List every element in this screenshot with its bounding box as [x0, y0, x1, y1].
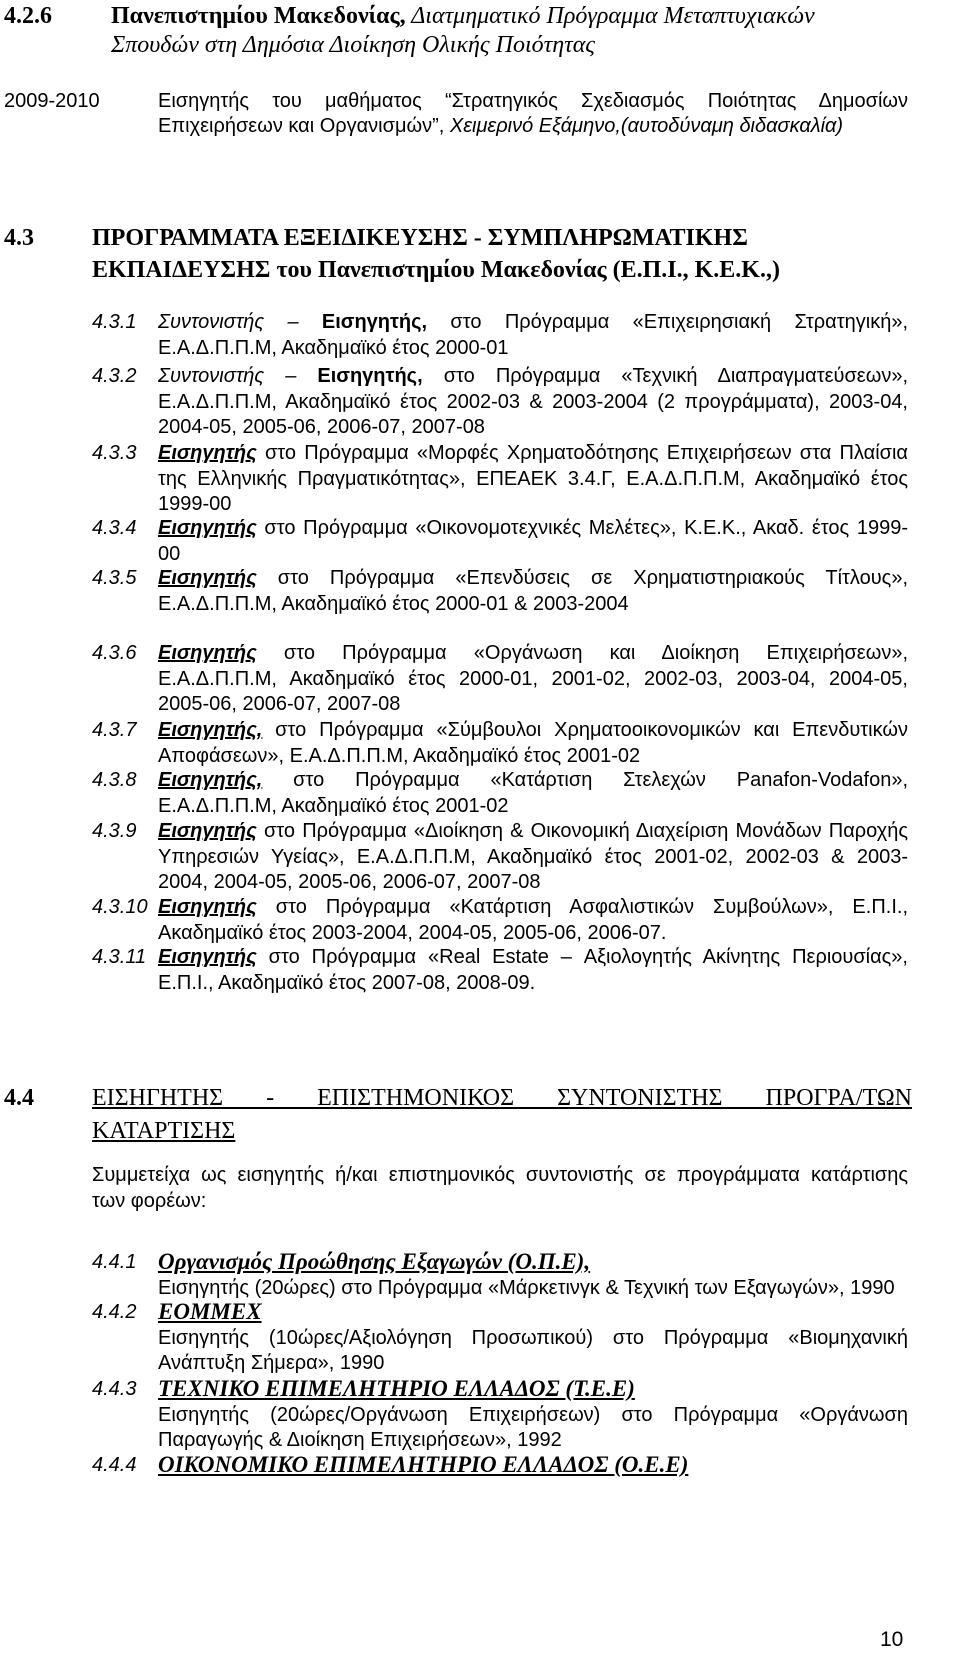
list-item-line [158, 870, 541, 894]
list-item-line [158, 718, 908, 742]
list-item-number: 4.4.2 [92, 1301, 137, 1323]
list-item-text: Ακαδημαϊκό έτος 2003-2004, 2004-05, 2005-06, 2006-07. [158, 921, 667, 944]
list-item-line [158, 516, 908, 540]
course-line-2: Επιχειρήσεων και Οργανισμών”, Χειμερινό Εξάμηνο,(αυτοδύναμη διδασκαλία) [158, 115, 844, 137]
list-item-text: Ε.Α.Δ.Π.Π.Μ, Ακαδημαϊκό έτος 2000-01 & 2003-2004 [158, 592, 629, 615]
list-item-text: στο Πρόγραμμα «Επενδύσεις σε Χρηματιστηριακούς Τίτλους», [256, 567, 908, 589]
organisation-name: ΤΕΧΝΙΚΟ ΕΠΙΜΕΛΗΤΗΡΙΟ ΕΛΛΑΔΟΣ (Τ.Ε.Ε) [158, 1376, 635, 1401]
list-item-text: Ε.Α.Δ.Π.Π.Μ, Ακαδημαϊκό έτος 2001-02 [158, 794, 509, 817]
section-4-3-title [92, 224, 912, 285]
list-item-line [158, 845, 908, 869]
list-item-line [158, 692, 400, 716]
section-4-2-6-title [111, 2, 911, 60]
list-item-text: Εισηγητής (20ώρες/Οργάνωση Επιχειρήσεων) στο Πρόγραμμα «Οργάνωση [158, 1403, 908, 1426]
list-item-text: Ε.Α.Δ.Π.Π.Μ, Ακαδημαϊκό έτος 2000-01 [158, 336, 509, 359]
list-item-number: 4.3.6 [92, 642, 137, 664]
list-item-text: Ε.Π.Ι., Ακαδημαϊκό έτος 2007-08, 2008-09. [158, 971, 536, 994]
list-item-text: Παραγωγής & Διοίκηση Επιχειρήσεων», 1992 [158, 1429, 562, 1451]
list-item-text: στο Πρόγραμμα «Σύμβουλοι Χρηματοοικονομικών και Επενδυτικών [262, 719, 908, 741]
list-item-text: στο Πρόγραμμα «Διοίκηση & Οικονομική Διαχείριση Μονάδων Παροχής [256, 820, 908, 842]
list-item-line [158, 467, 908, 491]
section-4-4-title [92, 1084, 912, 1146]
list-item-text: Ε.Α.Δ.Π.Π.Μ, Ακαδημαϊκό έτος 2002-03 & 2003-2004 (2 προγράμματα), 2003-04, [158, 390, 908, 413]
organisation-name: Οργανισμός Προώθησης Εξαγωγών (Ο.Π.Ε), [158, 1249, 591, 1274]
list-item-text: Ε.Α.Δ.Π.Π.Μ, Ακαδημαϊκό έτος 2000-01, 2001-02, 2002-03, 2003-04, 2004-05, [158, 667, 908, 690]
list-item-line [158, 542, 180, 566]
list-item-line [158, 364, 908, 388]
list-item-line [158, 336, 509, 360]
list-item-text: Αποφάσεων», Ε.Α.Δ.Π.Π.Μ, Ακαδημαϊκό έτος 2001-02 [158, 744, 641, 767]
list-item-number: 4.3.8 [92, 769, 137, 791]
list-item-text: της Ελληνικής Πραγματικότητας», ΕΠΕΑΕΚ 3.4.Γ, Ε.Α.Δ.Π.Π.Μ, Ακαδημαϊκό έτος [158, 467, 908, 490]
list-item-number: 4.3.10 [92, 896, 148, 918]
role-lecturer: Εισηγητής [158, 442, 257, 464]
list-item-number: 4.3.3 [92, 442, 137, 464]
list-item-text: στο Πρόγραμμα «Μορφές Χρηματοδότησης Επιχειρήσεων στα Πλαίσια [256, 442, 908, 464]
role-lecturer: Εισηγητής, [321, 311, 428, 333]
role-coordinator: Συντονιστής – [158, 365, 318, 387]
list-item-text: 2005-06, 2006-07, 2007-08 [158, 693, 401, 715]
list-item-text: στο Πρόγραμμα «Επιχειρησιακή Στρατηγική», [427, 311, 908, 333]
list-item-text: Υπηρεσιών Υγείας», Ε.Α.Δ.Π.Π.Μ, Ακαδημαϊκό έτος 2001-02, 2002-03 & 2003- [158, 845, 908, 868]
section-4-4-intro-line-1: Συμμετείχα ως εισηγητής ή/και επιστημονικός συντονιστής σε προγράμματα κατάρτισης [92, 1164, 908, 1186]
list-item-text: στο Πρόγραμμα «Οργάνωση και Διοίκηση Επιχειρήσεων», [256, 642, 908, 664]
list-item-line [158, 441, 908, 465]
course-line-1: Εισηγητής του μαθήματος “Στρατηγικός Σχεδιασμός Ποιότητας Δημοσίων [158, 90, 908, 112]
list-item-number: 4.3.4 [92, 517, 137, 539]
role-lecturer: Εισηγητής [158, 517, 257, 539]
role-lecturer: Εισηγητής [158, 642, 257, 664]
list-item-text: 2004, 2004-05, 2005-06, 2006-07, 2007-08 [158, 871, 541, 893]
list-item-number: 4.3.11 [92, 946, 147, 968]
section-4-2-6-number: 4.2.6 [4, 3, 52, 29]
list-item-text: 2004-05, 2005-06, 2006-07, 2007-08 [158, 416, 485, 438]
list-item-text: στο Πρόγραμμα «Οικονομοτεχνικές Μελέτες», Κ.Ε.Κ., Ακαδ. έτος 1999- [256, 517, 908, 539]
list-item-line [158, 415, 485, 439]
list-item-number: 4.3.5 [92, 567, 137, 589]
list-item-text: στο Πρόγραμμα «Κατάρτιση Ασφαλιστικών Συμβούλων», Ε.Π.Ι., [256, 896, 908, 918]
list-item-line [158, 819, 908, 843]
organisation-name: ΟΙΚΟΝΟΜΙΚΟ ΕΠΙΜΕΛΗΤΗΡΙΟ ΕΛΛΑΔΟΣ (Ο.Ε.Ε) [158, 1452, 689, 1477]
list-item-line [158, 592, 629, 616]
list-item-line [158, 895, 908, 919]
role-lecturer: Εισηγητής [158, 896, 257, 918]
list-item-line [158, 641, 908, 665]
section-4-3-title-line-1: ΠΡΟΓΡΑΜΜΑΤΑ ΕΞΕΙΔΙΚΕΥΣΗΣ - ΣΥΜΠΛΗΡΩΜΑΤΙΚΗΣ [92, 225, 748, 251]
section-4-4-intro-line-2: των φορέων: [92, 1190, 207, 1212]
academic-year: 2009-2010 [4, 90, 100, 112]
list-item-number: 4.4.3 [92, 1378, 137, 1400]
section-4-3-title-line-2: ΕΚΠΑΙΔΕΥΣΗΣ του Πανεπιστημίου Μακεδονίας (Ε.Π.Ι., Κ.Ε.Κ.,) [92, 256, 780, 283]
programme-name-1: Διατμηματικό Πρόγραμμα Μεταπτυχιακών [405, 3, 815, 29]
list-item-number: 4.3.9 [92, 820, 137, 842]
section-4-4-title-line-1: ΕΙΣΗΓΗΤΗΣ - ΕΠΙΣΤΗΜΟΝΙΚΟΣ ΣΥΝΤΟΝΙΣΤΗΣ ΠΡΟΓΡΑ/ΤΩΝ [92, 1085, 912, 1111]
role-lecturer: Εισηγητής, [158, 769, 263, 791]
list-item-text: Εισηγητής (20ώρες) στο Πρόγραμμα «Μάρκετινγκ & Τεχνική των Εξαγωγών», 1990 [158, 1276, 895, 1299]
role-lecturer: Εισηγητής, [158, 719, 263, 741]
list-item-line [158, 921, 666, 945]
list-item-number: 4.3.1 [92, 311, 137, 333]
role-lecturer: Εισηγητής [158, 946, 257, 968]
list-item-line [158, 310, 908, 334]
organisation-name: ΕΟΜΜΕΧ [158, 1299, 262, 1324]
list-item-text: 00 [158, 542, 181, 565]
role-coordinator: Συντονιστής – [158, 311, 322, 333]
list-item-line [158, 971, 535, 995]
programme-name-2: Σπουδών στη Δημόσια Διοίκηση Ολικής Ποιότητας [111, 31, 596, 58]
list-item-text: Εισηγητής (10ώρες/Αξιολόγηση Προσωπικού) στο Πρόγραμμα «Βιομηχανική [158, 1326, 908, 1349]
list-item-number: 4.4.1 [92, 1251, 137, 1273]
list-item-text: στο Πρόγραμμα «Real Estate – Αξιολογητής Ακίνητης Περιουσίας», [256, 946, 908, 968]
list-item-text: στο Πρόγραμμα «Κατάρτιση Στελεχών Panafon-Vodafon», [262, 769, 908, 791]
role-lecturer: Εισηγητής [158, 820, 257, 842]
page-number: 10 [880, 1628, 904, 1651]
university-name: Πανεπιστημίου Μακεδονίας, [111, 3, 406, 29]
list-item-line [158, 794, 509, 818]
list-item-line [158, 744, 640, 768]
section-4-3-number: 4.3 [4, 225, 34, 251]
list-item-text: Ανάπτυξη Σήμερα», 1990 [158, 1352, 385, 1374]
role-lecturer: Εισηγητής, [317, 365, 423, 387]
list-item-number: 4.4.4 [92, 1454, 137, 1476]
list-item-line [158, 768, 908, 792]
role-lecturer: Εισηγητής [158, 567, 257, 589]
list-item-number: 4.3.2 [92, 365, 137, 387]
list-item-line [158, 566, 908, 590]
list-item-text: στο Πρόγραμμα «Τεχνική Διαπραγματεύσεων», [422, 365, 908, 387]
list-item-number: 4.3.7 [92, 719, 137, 741]
list-item-line [158, 390, 908, 414]
list-item-line [158, 945, 908, 969]
list-item-text: 1999-00 [158, 493, 232, 515]
list-item-line [158, 667, 908, 691]
list-item-line [158, 492, 231, 516]
section-4-4-number: 4.4 [4, 1085, 34, 1111]
section-4-4-title-line-2: ΚΑΤΑΡΤΙΣΗΣ [92, 1117, 236, 1144]
